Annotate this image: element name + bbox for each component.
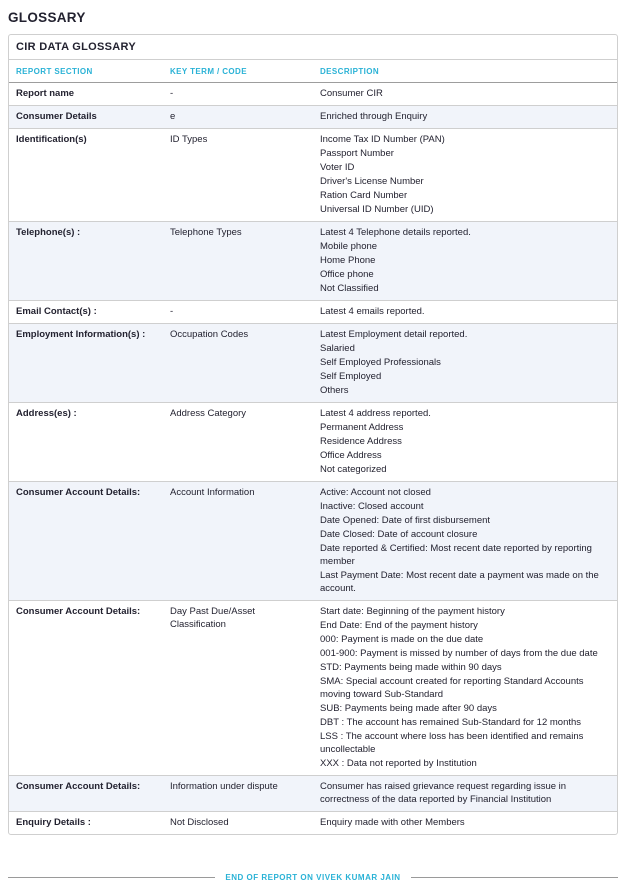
end-of-report-divider [8, 873, 618, 882]
description-line: LSS : The account where loss has been identified and remains uncollectable [320, 731, 584, 755]
key-term-cell: Address Category [170, 408, 247, 419]
description-line: Ration Card Number [320, 190, 408, 201]
description-cell [313, 305, 617, 318]
column-header-description: DESCRIPTION [320, 67, 380, 76]
description-line: Mobile phone [320, 241, 378, 252]
description-cell [313, 816, 617, 829]
description-line: Office phone [320, 269, 374, 280]
description-line: Voter ID [320, 162, 355, 173]
divider-line-right [411, 877, 618, 878]
report-section-cell: Consumer Account Details: [16, 606, 141, 617]
description-line: Active: Account not closed [320, 487, 431, 498]
description-line: 000: Payment is made on the due date [320, 634, 484, 645]
description-line: Self Employed [320, 371, 382, 382]
description-line: Not Classified [320, 283, 379, 294]
glossary-table-row [9, 129, 617, 222]
description-line: SUB: Payments being made after 90 days [320, 703, 497, 714]
report-section-cell: Consumer Details [16, 111, 97, 122]
column-header-report-section: REPORT SECTION [16, 67, 93, 76]
description-line: Consumer has raised grievance request regarding issue in correctness of the data reported by Financial Institution [320, 781, 567, 805]
key-term-cell: Account Information [170, 487, 255, 498]
description-line: Others [320, 385, 349, 396]
description-line: XXX : Data not reported by Institution [320, 758, 477, 769]
description-line: Last Payment Date: Most recent date a payment was made on the account. [320, 570, 599, 594]
description-line: Latest 4 emails reported. [320, 306, 425, 317]
description-cell [313, 780, 617, 806]
key-term-cell: Information under dispute [170, 781, 278, 792]
description-line: STD: Payments being made within 90 days [320, 662, 502, 673]
report-section-cell: Employment Information(s) : [16, 329, 146, 340]
description-cell [313, 407, 617, 476]
description-line: Latest 4 address reported. [320, 408, 431, 419]
description-line: Enquiry made with other Members [320, 817, 465, 828]
description-line: Date Closed: Date of account closure [320, 529, 478, 540]
column-header-row [9, 60, 617, 83]
description-cell [313, 605, 617, 770]
description-cell [313, 486, 617, 595]
key-term-cell: Not Disclosed [170, 817, 229, 828]
report-section-cell: Report name [16, 88, 75, 99]
report-section-cell: Identification(s) [16, 134, 87, 145]
key-term-cell: Occupation Codes [170, 329, 249, 340]
description-line: Not categorized [320, 464, 387, 475]
glossary-table-row [9, 106, 617, 129]
description-line: Self Employed Professionals [320, 357, 441, 368]
key-term-cell: - [170, 88, 174, 99]
description-line: 001-900: Payment is missed by number of days from the due date [320, 648, 598, 659]
description-line: Start date: Beginning of the payment history [320, 606, 505, 617]
description-line: Enriched through Enquiry [320, 111, 428, 122]
key-term-cell: e [170, 111, 176, 122]
report-section-cell: Email Contact(s) : [16, 306, 97, 317]
key-term-cell: Day Past Due/Asset Classification [170, 606, 256, 630]
description-line: Income Tax ID Number (PAN) [320, 134, 445, 145]
description-line: End Date: End of the payment history [320, 620, 478, 631]
glossary-table-row [9, 324, 617, 403]
report-section-cell: Enquiry Details : [16, 817, 91, 828]
table-title: CIR DATA GLOSSARY [9, 35, 617, 60]
description-line: Inactive: Closed account [320, 501, 424, 512]
glossary-table-row [9, 601, 617, 776]
description-line: Driver's License Number [320, 176, 424, 187]
description-line: Consumer CIR [320, 88, 383, 99]
report-section-cell: Address(es) : [16, 408, 77, 419]
glossary-table-row [9, 222, 617, 301]
glossary-table [8, 34, 618, 835]
report-section-cell: Consumer Account Details: [16, 487, 141, 498]
description-line: Passport Number [320, 148, 394, 159]
key-term-cell: ID Types [170, 134, 208, 145]
description-line: Office Address [320, 450, 382, 461]
glossary-table-row [9, 812, 617, 834]
description-line: Residence Address [320, 436, 402, 447]
description-cell [313, 110, 617, 123]
description-cell [313, 328, 617, 397]
description-cell [313, 226, 617, 295]
description-line: Home Phone [320, 255, 376, 266]
glossary-table-row [9, 403, 617, 482]
glossary-table-row [9, 83, 617, 106]
description-cell [313, 87, 617, 100]
table-body [9, 83, 617, 834]
description-line: Date reported & Certified: Most recent date reported by reporting member [320, 543, 592, 567]
report-section-cell: Telephone(s) : [16, 227, 81, 238]
glossary-table-row [9, 482, 617, 601]
report-section-cell: Consumer Account Details: [16, 781, 141, 792]
description-line: Latest 4 Telephone details reported. [320, 227, 471, 238]
glossary-table-row [9, 776, 617, 812]
key-term-cell: Telephone Types [170, 227, 242, 238]
description-line: Universal ID Number (UID) [320, 204, 434, 215]
end-of-report-text: END OF REPORT ON VIVEK KUMAR JAIN [225, 873, 401, 882]
key-term-cell: - [170, 306, 174, 317]
column-header-key-term-code: KEY TERM / CODE [170, 67, 247, 76]
divider-line-left [8, 877, 215, 878]
description-line: Latest Employment detail reported. [320, 329, 468, 340]
description-line: Salaried [320, 343, 355, 354]
description-line: Permanent Address [320, 422, 404, 433]
glossary-table-row [9, 301, 617, 324]
description-cell [313, 133, 617, 216]
description-line: DBT : The account has remained Sub-Standard for 12 months [320, 717, 582, 728]
page-title: GLOSSARY [8, 10, 86, 25]
description-line: SMA: Special account created for reporting Standard Accounts moving toward Sub-Standard [320, 676, 584, 700]
description-line: Date Opened: Date of first disbursement [320, 515, 491, 526]
